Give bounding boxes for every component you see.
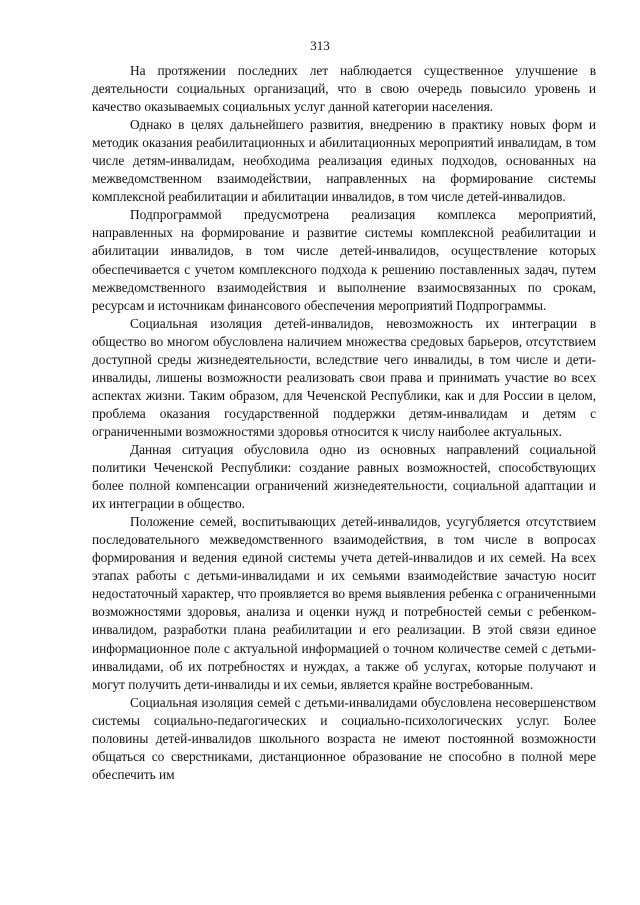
paragraph-6: Положение семей, воспитывающих детей-инвалидов, усугубляется отсутствием последовательного межведомственного взаимодействия, в том числе в вопросах формирования и ведения единой системы учета детей-инвалидов и их семей. На всех этапах работы с детьми-инвалидами и их семьями взаимодействие зачастую носит недостаточный характер, что проявляется во время выявления ребенка с ограниченными возможностями здоровья, анализа и оценки нужд и потребностей семьи с ребенком-инвалидом, разработки плана реабилитации и его реализации. В этой связи единое информационное поле с актуальной информацией о точном количестве семей с детьми-инвалидами, об их потребностях и нуждах, а также об услугах, которые получают и могут получить дети-инвалиды и их семьи, является крайне востребованным. (92, 514, 596, 692)
paragraph-7: Социальная изоляция семей с детьми-инвалидами обусловлена несовершенством системы социально-педагогических и социально-психологических услуг. Более половины детей-инвалидов школьного возраста не имеют постоянной возможности общаться со сверстниками, дистанционное образование не способно в полной мере обеспечить им (92, 694, 596, 782)
paragraph-2: Однако в целях дальнейшего развития, внедрению в практику новых форм и методик оказания реабилитационных и абилитационных мероприятий инвалидам, в том числе детям-инвалидам, необходима реализация единых подходов, основанных на межведомственном взаимодействии, направленных на формирование системы комплексной реабилитации и абилитации инвалидов, в том числе детей-инвалидов. (92, 117, 596, 205)
paragraph-5: Данная ситуация обусловила одно из основных направлений социальной политики Чеченской Республики: создание равных возможностей, способствующих более полной компенсации ограничений жизнедеятельности, социальной адаптации и их интеграции в общество. (92, 441, 596, 512)
page-number: 313 (310, 38, 330, 53)
paragraph-3: Подпрограммой предусмотрена реализация комплекса мероприятий, направленных на формирование и развитие системы комплексной реабилитации и абилитации инвалидов, в том числе детей-инвалидов, осуществление которых обеспечивается с учетом комплексного подхода к решению поставленных задач, путем межведомственного взаимодействия и выполнение взаимосвязанных по срокам, ресурсам и источникам финансового обеспечения мероприятий Подпрограммы. (92, 207, 596, 313)
paragraph-1: На протяжении последних лет наблюдается существенное улучшение в деятельности социальных организаций, что в свою очередь повысило уровень и качество оказываемых социальных услуг данной категории населения. (92, 63, 596, 115)
paragraph-4: Социальная изоляция детей-инвалидов, невозможность их интеграции в общество во многом обусловлена наличием множества средовых барьеров, отсутствием доступной среды жизнедеятельности, вследствие чего инвалиды, в том числе и дети-инвалиды, лишены возможности реализовать свои права и принимать участие во всех аспектах жизни. Таким образом, для Чеченской Республики, как и для России в целом, проблема оказания государственной поддержки детям-инвалидам и детям с ограниченными возможностями здоровья относится к числу наиболее актуальных. (92, 315, 596, 439)
page-body (92, 62, 596, 784)
